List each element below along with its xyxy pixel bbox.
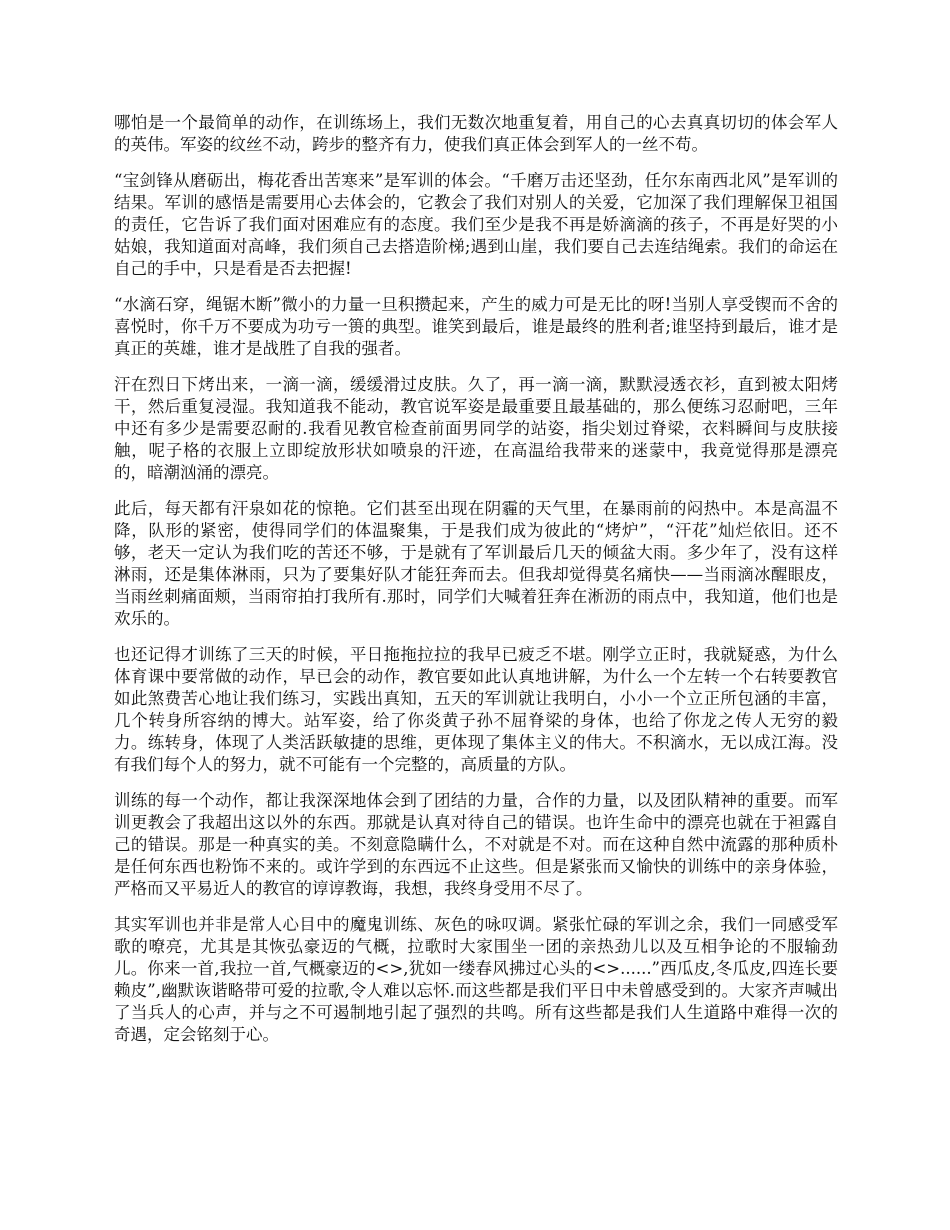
- paragraph-2: “宝剑锋从磨砺出，梅花香出苦寒来”是军训的体会。“千磨万击还坚劲，任尔东南西北风”是军训的结果。军训的感悟是需要用心去体会的，它教会了我们对别人的关爱，它加深了我们理解保卫祖国的责任，它告诉了我们面对困难应有的态度。我们至少是我不再是娇滴滴的孩子，不再是好哭的小姑娘，我知道面对高峰，我们须自己去搭造阶梯;遇到山崖，我们要自己去连结绳索。我们的命运在自己的手中，只是看是否去把握!: [114, 171, 838, 278]
- paragraph-8: 其实军训也并非是常人心目中的魔鬼训练、灰色的咏叹调。紧张忙碌的军训之余，我们一同感受军歌的嘹亮，尤其是其恢弘豪迈的气概，拉歌时大家围坐一团的亲热劲儿以及互相争论的不服输劲儿。你来一首,我拉一首,气概豪迈的<>,犹如一缕春风拂过心头的<>......”西瓜皮,冬瓜皮,四连长要赖皮”,幽默诙谐略带可爱的拉歌,令人难以忘怀.而这些都是我们平日中未曾感受到的。大家齐声喊出了当兵人的心声，并与之不可遏制地引起了强烈的共鸣。所有这些都是我们人生道路中难得一次的奇遇，定会铭刻于心。: [114, 915, 838, 1044]
- document-body: [114, 112, 838, 1060]
- paragraph-5: 此后，每天都有汗泉如花的惊艳。它们甚至出现在阴霾的天气里，在暴雨前的闷热中。本是高温不降，队形的紧密，使得同学们的体温聚集，于是我们成为彼此的“烤炉”，“汗花”灿烂依旧。还不够，老天一定认为我们吃的苦还不够，于是就有了军训最后几天的倾盆大雨。多少年了，没有这样淋雨，还是集体淋雨，只为了要集好队才能狂奔而去。但我却觉得莫名痛快——当雨滴冰醒眼皮，当雨丝刺痛面颊，当雨帘拍打我所有.那时，同学们大喊着狂奔在淅沥的雨点中，我知道，他们也是欢乐的。: [114, 499, 838, 628]
- paragraph-6: 也还记得才训练了三天的时候，平日拖拖拉拉的我早已疲乏不堪。刚学立正时，我就疑惑，为什么体育课中要常做的动作，早已会的动作，教官要如此认真地讲解，为什么一个左转一个右转要教官如此煞费苦心地让我们练习，实践出真知，五天的军训就让我明白，小小一个立正所包涵的丰富，几个转身所容纳的博大。站军姿，给了你炎黄子孙不屈脊梁的身体，也给了你龙之传人无穷的毅力。练转身，体现了人类活跃敏捷的思维，更体现了集体主义的伟大。不积滴水，无以成江海。没有我们每个人的努力，就不可能有一个完整的，高质量的方队。: [114, 645, 838, 774]
- paragraph-4: 汗在烈日下烤出来，一滴一滴，缓缓滑过皮肤。久了，再一滴一滴，默默浸透衣衫，直到被太阳烤干，然后重复浸湿。我知道我不能动，教官说军姿是最重要且最基础的，那么便练习忍耐吧，三年中还有多少是需要忍耐的.我看见教官检查前面男同学的站姿，指尖划过脊梁，衣料瞬间与皮肤接触，呢子格的衣服上立即绽放形状如喷泉的汗迹，在高温给我带来的迷蒙中，我竟觉得那是漂亮的，暗潮汹涌的漂亮。: [114, 375, 838, 482]
- paragraph-1: 哪怕是一个最简单的动作，在训练场上，我们无数次地重复着，用自己的心去真真切切的体会军人的英伟。军姿的纹丝不动，跨步的整齐有力，使我们真正体会到军人的一丝不苟。: [114, 113, 838, 154]
- paragraph-7: 训练的每一个动作，都让我深深地体会到了团结的力量，合作的力量，以及团队精神的重要。而军训更教会了我超出这以外的东西。那就是认真对待自己的错误。也许生命中的漂亮也就在于袒露自己的错误。那是一种真实的美。不刻意隐瞒什么，不对就是不对。而在这种自然中流露的那种质朴是任何东西也粉饰不来的。或许学到的东西远不止这些。但是紧张而又愉快的训练中的亲身体验，严格而又平易近人的教官的谆谆教诲，我想，我终身受用不尽了。: [114, 791, 838, 898]
- paragraph-3: “水滴石穿，绳锯木断”微小的力量一旦积攒起来，产生的威力可是无比的呀!当别人享受锲而不舍的喜悦时，你千万不要成为功亏一篑的典型。谁笑到最后，谁是最终的胜利者;谁坚持到最后，谁才是真正的英雄，谁才是战胜了自我的强者。: [114, 295, 838, 358]
